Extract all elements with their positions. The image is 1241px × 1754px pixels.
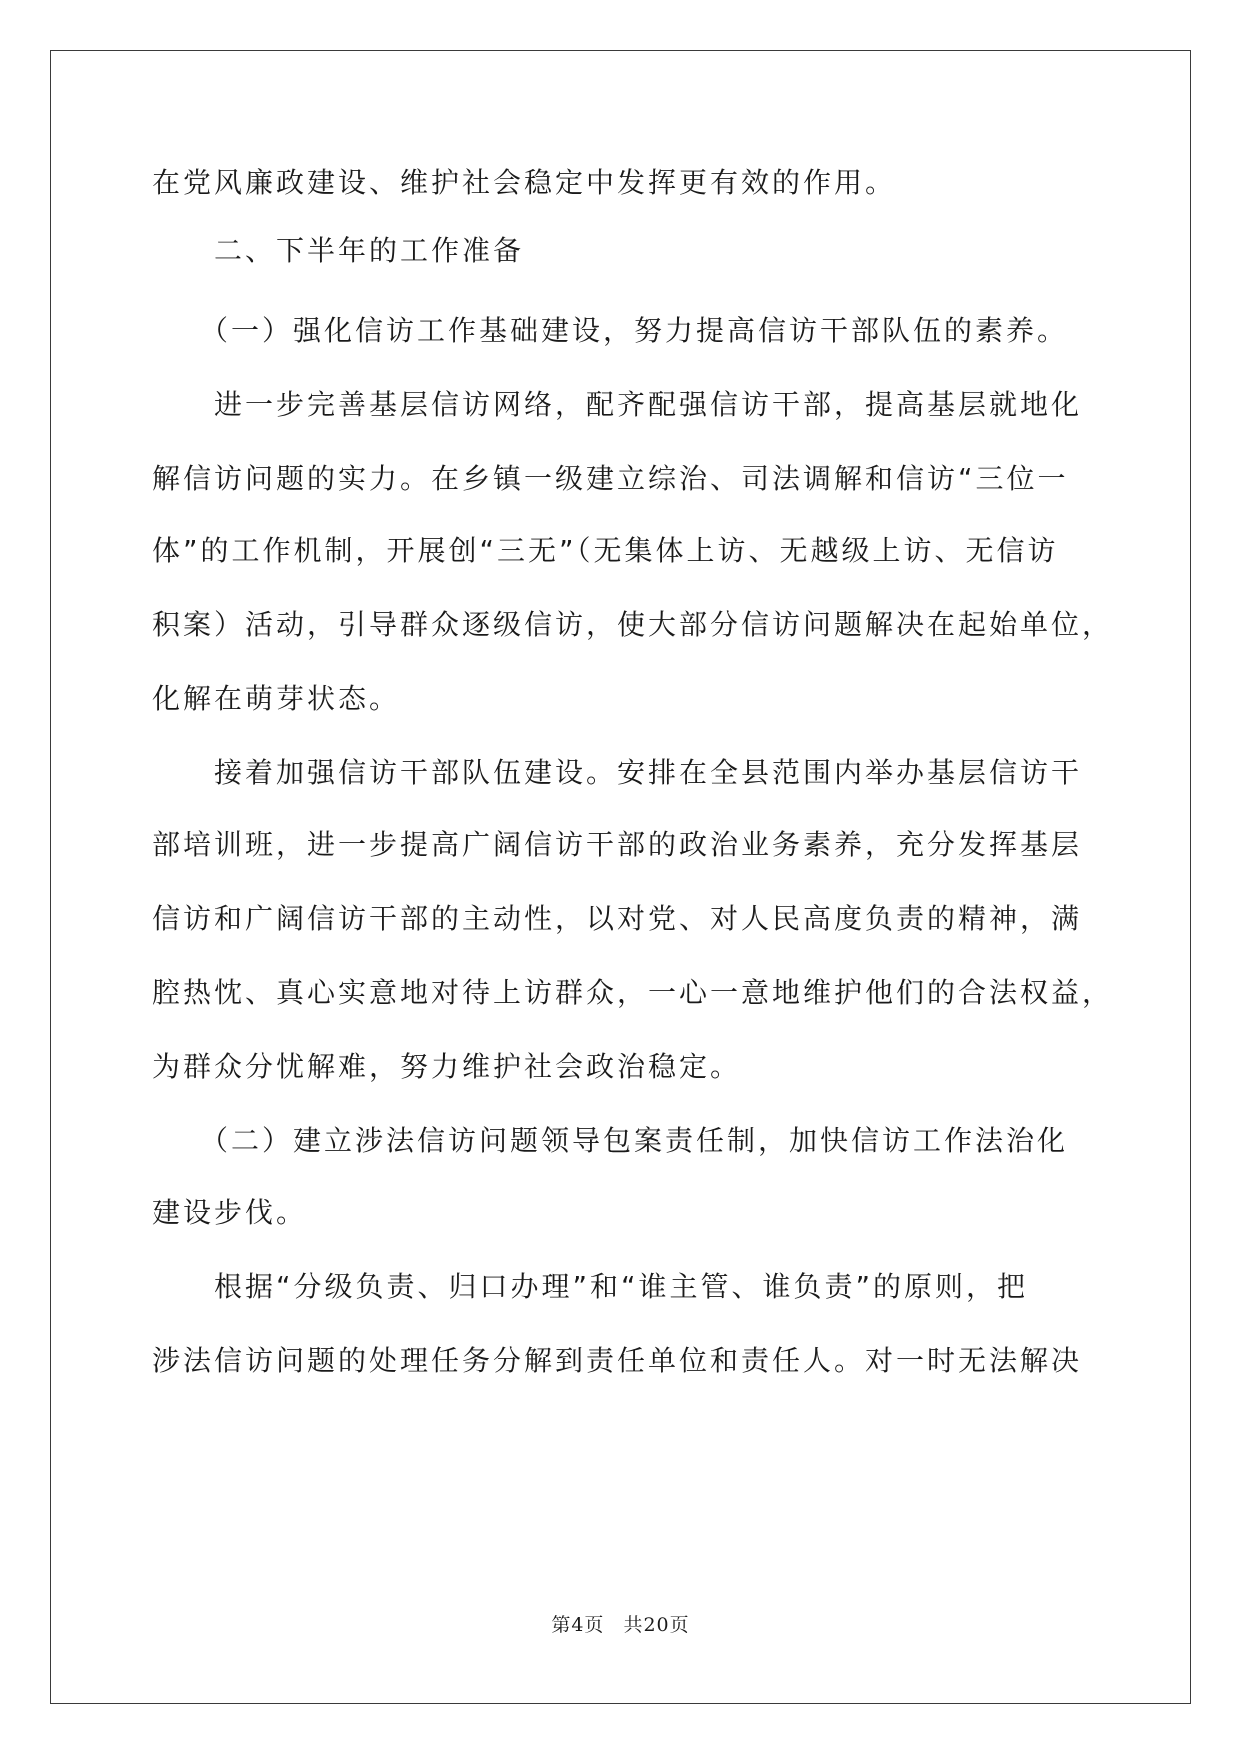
text-line: 接着加强信访干部队伍建设。安排在全县范围内举办基层信访干 [214,756,1083,789]
page-border [50,50,1191,1704]
text-line: 进一步完善基层信访网络，配齐配强信访干部，提高基层就地化 [214,388,1083,421]
text-line: 根据“分级负责、归口办理”和“谁主管、谁负责”的原则，把 [214,1270,1029,1303]
text-line: 涉法信访问题的处理任务分解到责任单位和责任人。对一时无法解决 [152,1344,1083,1377]
text-line: 解信访问题的实力。在乡镇一级建立综治、司法调解和信访“三位一 [152,462,1069,495]
text-line: 腔热忱、真心实意地对待上访群众，一心一意地维护他们的合法权益， [152,976,1114,1009]
text-line: 在党风廉政建设、维护社会稳定中发挥更有效的作用。 [152,166,897,199]
subsection-heading: （一）强化信访工作基础建设，努力提高信访干部队伍的素养。 [200,314,1069,347]
total-pages: 共20页 [623,1614,690,1636]
page-footer [0,1610,1241,1637]
text-line: 体”的工作机制，开展创“三无”（无集体上访、无越级上访、无信访 [152,534,1059,567]
text-line: 积案）活动，引导群众逐级信访，使大部分信访问题解决在起始单位， [152,608,1114,641]
text-line: 部培训班，进一步提高广阔信访干部的政治业务素养，充分发挥基层 [152,828,1083,861]
subsection-heading: （二）建立涉法信访问题领导包案责任制，加快信访工作法治化 [200,1124,1069,1157]
text-line: 建设步伐。 [152,1196,308,1229]
text-line: 为群众分忧解难，努力维护社会政治稳定。 [152,1050,742,1083]
text-line: 信访和广阔信访干部的主动性，以对党、对人民高度负责的精神，满 [152,902,1083,935]
section-heading: 二、下半年的工作准备 [214,234,525,267]
text-line: 化解在萌芽状态。 [152,682,401,715]
page-number: 第4页 [551,1614,605,1636]
